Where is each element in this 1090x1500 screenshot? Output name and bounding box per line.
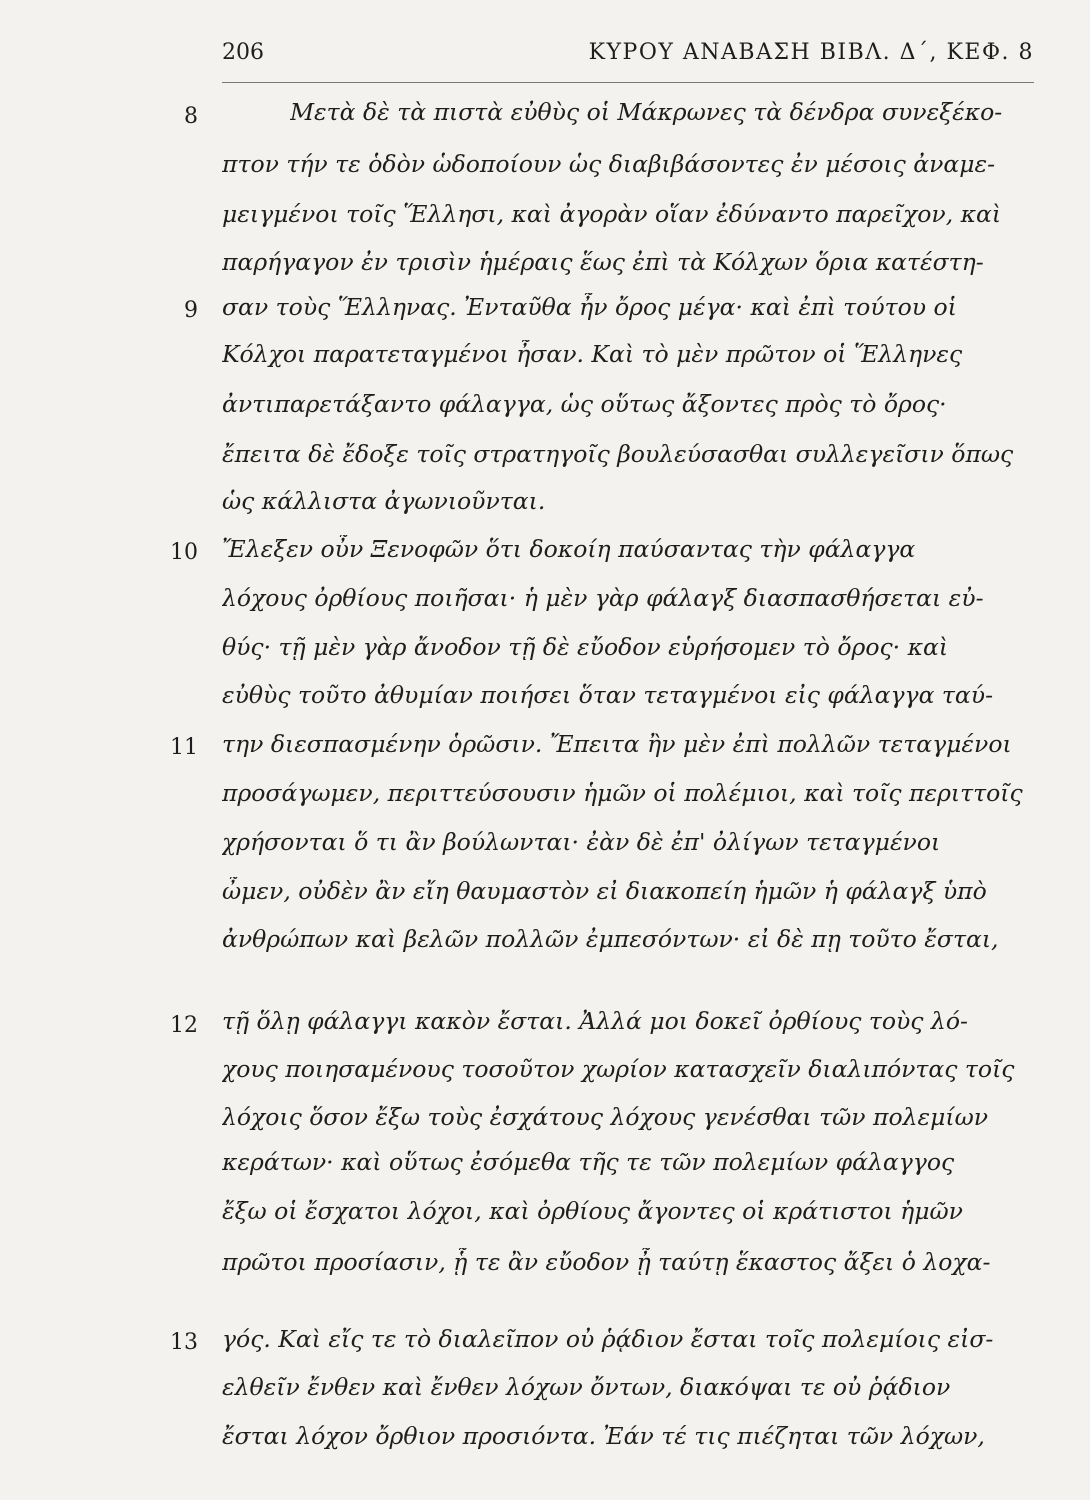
text-line: Μετὰ δὲ τὰ πιστὰ εὐθὺς οἱ Μάκρωνες τὰ δένδρα συνεξέκο- bbox=[290, 98, 1003, 126]
text-line: λόχοις ὅσον ἔξω τοὺς ἐσχάτους λόχους γενέσθαι τῶν πολεμίων bbox=[222, 1103, 989, 1131]
text-line: λόχους ὀρθίους ποιῆσαι· ἡ μὲν γὰρ φάλαγξ διασπασθήσεται εὐ- bbox=[222, 584, 984, 612]
text-line: πτον τήν τε ὁδὸν ὡδοποίουν ὡς διαβιβάσοντες ἐν μέσοις ἀναμε- bbox=[222, 150, 996, 178]
running-title: ΚΥΡΟΥ ΑΝΑΒΑΣΗ ΒΙΒΛ. Δ΄, ΚΕΦ. 8 bbox=[588, 40, 1034, 65]
text-line: ὡς κάλλιστα ἀγωνιοῦνται. bbox=[222, 487, 546, 515]
text-line: ἀντιπαρετάξαντο φάλαγγα, ὡς οὕτως ἄξοντες πρὸς τὸ ὄρος· bbox=[222, 390, 947, 418]
text-line: κεράτων· καὶ οὕτως ἐσόμεθα τῆς τε τῶν πολεμίων φάλαγγος bbox=[222, 1148, 955, 1176]
text-line: ἔπειτα δὲ ἔδοξε τοῖς στρατηγοῖς βουλεύσασθαι συλλεγεῖσιν ὅπως bbox=[222, 440, 1014, 468]
text-line: την διεσπασμένην ὁρῶσιν. Ἔπειτα ἢν μὲν ἐπὶ πολλῶν τεταγμένοι bbox=[222, 730, 1012, 758]
text-line: σαν τοὺς Ἕλληνας. Ἐνταῦθα ἦν ὄρος μέγα· καὶ ἐπὶ τούτου οἱ bbox=[222, 293, 957, 321]
text-line: εὐθὺς τοῦτο ἀθυμίαν ποιήσει ὅταν τεταγμένοι εἰς φάλαγγα ταύ- bbox=[222, 681, 994, 709]
section-number-12: 12 bbox=[170, 1013, 198, 1038]
text-line: ἔσται λόχον ὄρθιον προσιόντα. Ἐάν τέ τις πιέζηται τῶν λόχων, bbox=[222, 1422, 985, 1450]
section-number-8: 8 bbox=[184, 104, 198, 129]
text-line: Κόλχοι παρατεταγμένοι ἦσαν. Καὶ τὸ μὲν πρῶτον οἱ Ἕλληνες bbox=[222, 340, 963, 368]
section-number-9: 9 bbox=[184, 298, 198, 323]
text-line: ελθεῖν ἔνθεν καὶ ἔνθεν λόχων ὄντων, διακόψαι τε οὐ ῥᾴδιον bbox=[222, 1373, 951, 1401]
page-number: 206 bbox=[222, 40, 264, 65]
text-line: ἔξω οἱ ἔσχατοι λόχοι, καὶ ὀρθίους ἄγοντες οἱ κράτιστοι ἡμῶν bbox=[222, 1197, 963, 1225]
section-number-10: 10 bbox=[170, 540, 198, 565]
section-number-11: 11 bbox=[170, 735, 198, 760]
text-line: ἀνθρώπων καὶ βελῶν πολλῶν ἐμπεσόντων· εἰ δὲ πῃ τοῦτο ἔσται, bbox=[222, 925, 999, 953]
text-line: γός. Καὶ εἴς τε τὸ διαλεῖπον οὐ ῥᾴδιον ἔσται τοῖς πολεμίοις εἰσ- bbox=[222, 1325, 994, 1353]
text-line: πρῶτοι προσίασιν, ᾗ τε ἂν εὔοδον ᾖ ταύτῃ ἕκαστος ἄξει ὁ λοχα- bbox=[222, 1248, 991, 1276]
text-line: ὦμεν, οὐδὲν ἂν εἴη θαυμαστὸν εἰ διακοπείη ἡμῶν ἡ φάλαγξ ὑπὸ bbox=[222, 877, 987, 905]
text-line: παρήγαγον ἐν τρισὶν ἡμέραις ἕως ἐπὶ τὰ Κόλχων ὅρια κατέστη- bbox=[222, 248, 984, 276]
text-line: θύς· τῇ μὲν γὰρ ἄνοδον τῇ δὲ εὔοδον εὑρήσομεν τὸ ὄρος· καὶ bbox=[222, 633, 949, 661]
text-line: Ἔλεξεν οὖν Ξενοφῶν ὅτι δοκοίη παύσαντας τὴν φάλαγγα bbox=[222, 535, 916, 563]
section-number-13: 13 bbox=[170, 1330, 198, 1355]
text-line: μειγμένοι τοῖς Ἕλλησι, καὶ ἀγορὰν οἵαν ἐδύναντο παρεῖχον, καὶ bbox=[222, 200, 1002, 228]
header-rule bbox=[222, 82, 1034, 83]
text-line: τῇ ὅλῃ φάλαγγι κακὸν ἔσται. Ἀλλά μοι δοκεῖ ὀρθίους τοὺς λό- bbox=[222, 1007, 968, 1035]
text-line: προσάγωμεν, περιττεύσουσιν ἡμῶν οἱ πολέμιοι, καὶ τοῖς περιττοῖς bbox=[222, 779, 1023, 807]
text-line: χους ποιησαμένους τοσοῦτον χωρίον κατασχεῖν διαλιπόντας τοῖς bbox=[222, 1055, 1015, 1083]
text-line: χρήσονται ὅ τι ἂν βούλωνται· ἐὰν δὲ ἐπ' ὀλίγων τεταγμένοι bbox=[222, 828, 941, 856]
